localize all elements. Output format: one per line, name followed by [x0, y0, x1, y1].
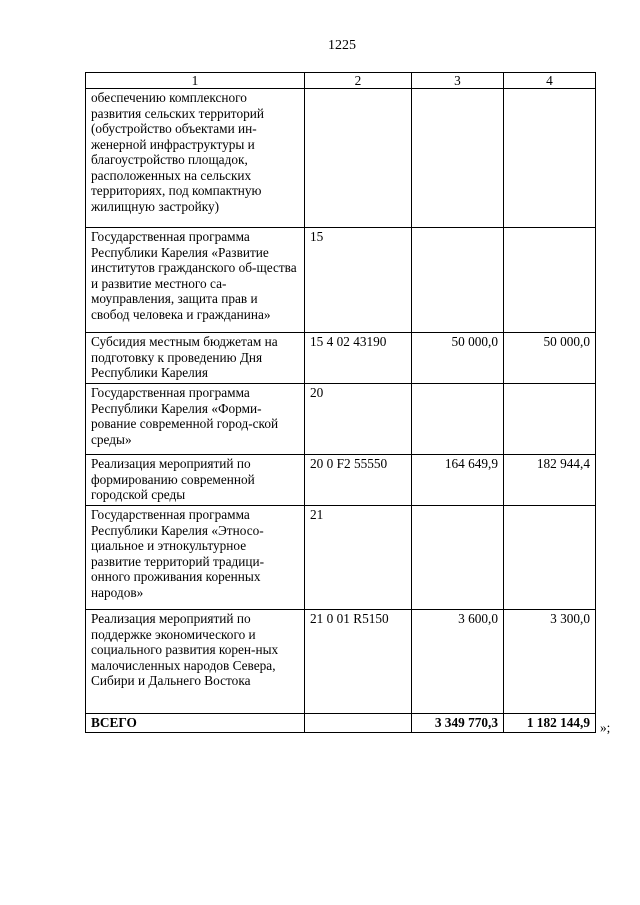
amount-cell: 164 649,9 — [412, 455, 504, 506]
code-cell: 21 0 01 R5150 — [305, 610, 412, 714]
table-row — [86, 228, 596, 333]
column-header: 4 — [504, 73, 596, 89]
amount-cell — [504, 89, 596, 228]
code-cell: 20 — [305, 384, 412, 455]
amount-cell — [412, 89, 504, 228]
amount-cell — [412, 506, 504, 610]
item-name-cell: Государственная программа Республики Карелия «Этносо-циальное и этнокультурное развитие территорий традици-онного проживания коренных народов» — [86, 506, 305, 610]
table-row — [86, 333, 596, 384]
table-row — [86, 610, 596, 714]
amount-cell: 3 600,0 — [412, 610, 504, 714]
amount-cell: 182 944,4 — [504, 455, 596, 506]
item-name-cell: Государственная программа Республики Карелия «Развитие институтов гражданского об-щества и развитие местного са-моуправления, защита прав и свобод человека и гражданина» — [86, 228, 305, 333]
code-cell: 15 — [305, 228, 412, 333]
code-cell: 20 0 F2 55550 — [305, 455, 412, 506]
item-name-cell: Государственная программа Республики Карелия «Форми-рование современной город-ской среды» — [86, 384, 305, 455]
amount-cell — [504, 228, 596, 333]
code-cell: 21 — [305, 506, 412, 610]
item-name-cell: обеспечению комплексного развития сельских территорий (обустройство объектами ин-женерной инфраструктуры и благоустройство площадок, расположенных на сельских территориях, под компактную жилищную застройку) — [86, 89, 305, 228]
table-header-row — [86, 73, 596, 89]
item-name-cell: Субсидия местным бюджетам на подготовку к проведению Дня Республики Карелия — [86, 333, 305, 384]
table-row — [86, 506, 596, 610]
code-cell — [305, 89, 412, 228]
amount-cell: 50 000,0 — [504, 333, 596, 384]
table-row — [86, 384, 596, 455]
item-name-cell: Реализация мероприятий по поддержке экономического и социального развития корен-ных малочисленных народов Севера, Сибири и Дальнего Востока — [86, 610, 305, 714]
amount-cell — [504, 506, 596, 610]
closing-quote-mark: »; — [600, 720, 611, 735]
total-label: ВСЕГО — [86, 714, 305, 733]
column-header: 2 — [305, 73, 412, 89]
amount-cell: 50 000,0 — [412, 333, 504, 384]
column-header: 1 — [86, 73, 305, 89]
budget-table — [85, 72, 596, 733]
total-amount-cell: 3 349 770,3 — [412, 714, 504, 733]
page-number: 1225 — [328, 38, 356, 53]
total-amount-cell: 1 182 144,9 — [504, 714, 596, 733]
code-cell — [305, 714, 412, 733]
item-name-cell: Реализация мероприятий по формированию современной городской среды — [86, 455, 305, 506]
column-header: 3 — [412, 73, 504, 89]
amount-cell — [412, 228, 504, 333]
amount-cell — [412, 384, 504, 455]
amount-cell — [504, 384, 596, 455]
table-row — [86, 89, 596, 228]
code-cell: 15 4 02 43190 — [305, 333, 412, 384]
total-row — [86, 714, 596, 733]
amount-cell: 3 300,0 — [504, 610, 596, 714]
table-row — [86, 455, 596, 506]
